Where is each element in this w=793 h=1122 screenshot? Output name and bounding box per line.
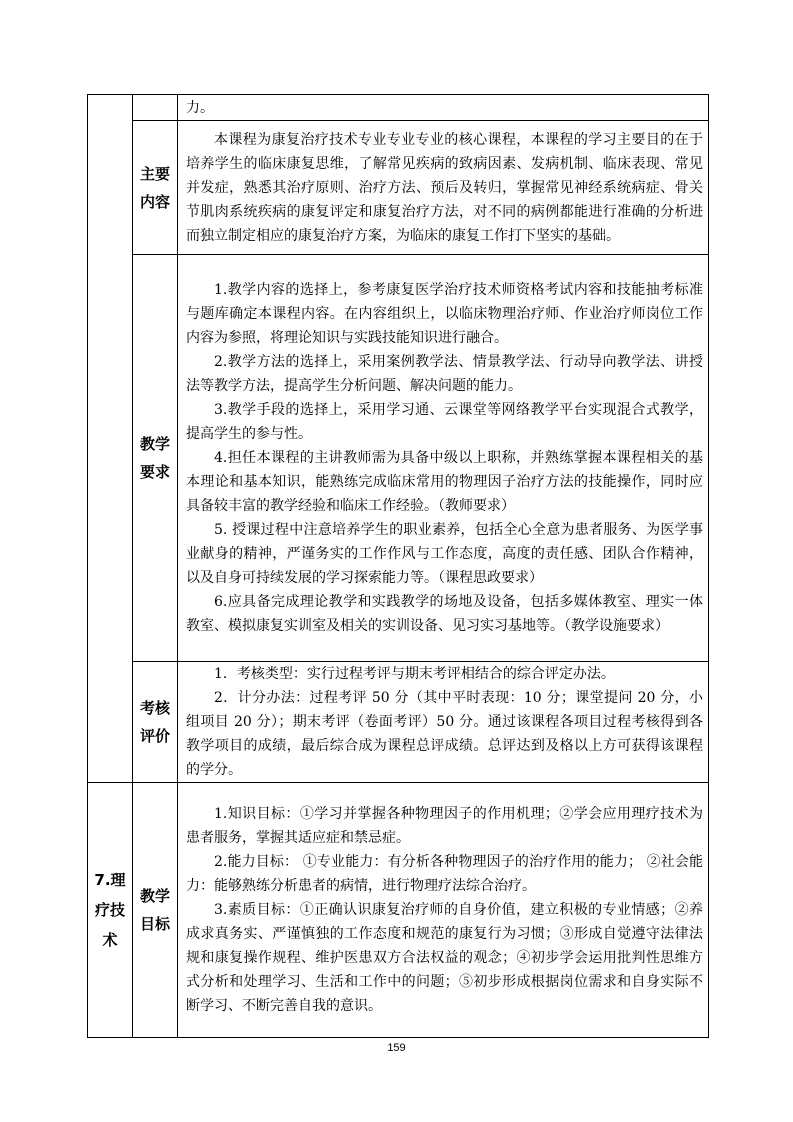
teaching-req-label: 教学 要求 bbox=[139, 435, 170, 481]
teaching-req-para-3: 3.教学手段的选择上，采用学习通、云课堂等网络教学平台实现混合式教学，提高学生的参与性。 bbox=[186, 402, 703, 442]
continuation-row bbox=[88, 95, 709, 121]
teaching-req-para-5: 5. 授课过程中注意培养学生的职业素养，包括全心全意为患者服务、为医学事业献身的精神，严谨务实的工作作风与工作态度，高度的责任感、团队合作精神，以及自身可持续发展的学习探索能力等。（课程思政要求） bbox=[186, 522, 703, 586]
assessment-label: 考核 评价 bbox=[139, 699, 170, 745]
teaching-req-text-cell bbox=[178, 255, 709, 662]
main-content-label: 主要 内容 bbox=[139, 164, 170, 211]
page-number: 159 bbox=[387, 1042, 406, 1054]
assessment-label-cell bbox=[133, 662, 178, 783]
section-7-label: 教学 目标 bbox=[139, 887, 170, 933]
section-6-title-cell bbox=[88, 95, 133, 783]
main-content-label-cell bbox=[133, 121, 178, 255]
teaching-req-para-6: 6.应具备完成理论教学和实践教学的场地及设备，包括多媒体教室、理实一体教室、模拟康复实训室及相关的实训设备、见习实习基地等。（教学设施要求） bbox=[186, 594, 703, 634]
teaching-req-row bbox=[88, 255, 709, 662]
teaching-req-label-cell bbox=[133, 255, 178, 662]
section-7-title-cell bbox=[88, 783, 133, 1038]
assessment-row bbox=[88, 662, 709, 783]
section-7-para-2: 2.能力目标： ①专业能力：有分析各种物理因子的治疗作用的能力； ②社会能力：能够熟练分析患者的病情，进行物理疗法综合治疗。 bbox=[186, 854, 703, 894]
section-7-row bbox=[88, 783, 709, 1038]
continuation-label-cell bbox=[133, 95, 178, 121]
assessment-para-1: 1．考核类型：实行过程考评与期末考评相结合的综合评定办法。 bbox=[214, 666, 615, 682]
assessment-text-cell bbox=[178, 662, 709, 783]
assessment-para-2: 2．计分办法：过程考评 50 分（其中平时表现：10 分；课堂提问 20 分，小组项目 20 分）；期末考评（卷面考评）50 分。通过该课程各项目过程考核得到各教学项目的成绩，最后综合成为课程总评成绩。总评达到及格以上方可获得该课程的学分。 bbox=[186, 690, 703, 778]
main-content-text: 本课程为康复治疗技术专业专业专业的核心课程，本课程的学习主要目的在于培养学生的临床康复思维，了解常见疾病的致病因素、发病机制、临床表现、常见并发症，熟悉其治疗原则、治疗方法、预后及转归，掌握常见神经系统病症、骨关节肌肉系统疾病的康复评定和康复治疗方法，对不同的病例都能进行准确的分析进而独立制定相应的康复治疗方案，为临床的康复工作打下坚实的基础。 bbox=[186, 131, 703, 244]
section-7-para-1: 1.知识目标：①学习并掌握各种物理因子的作用机理；②学会应用理疗技术为患者服务，掌握其适应症和禁忌症。 bbox=[186, 806, 703, 846]
section-7-para-3: 3.素质目标：①正确认识康复治疗师的自身价值，建立积极的专业情感；②养成求真务实、严谨慎独的工作态度和规范的康复行为习惯；③形成自觉遵守法律法规和康复操作规程、维护医患双方合法权益的观念；④初步学会运用批判性思维方式分析和处理学习、生活和工作中的问题；⑤初步形成根据岗位需求和自身实际不断学习、不断完善自我的意识。 bbox=[186, 902, 703, 1014]
main-content-row bbox=[88, 121, 709, 255]
main-content-text-cell bbox=[178, 121, 709, 255]
section-7-label-cell bbox=[133, 783, 178, 1038]
teaching-req-para-1: 1.教学内容的选择上，参考康复医学治疗技术师资格考试内容和技能抽考标准与题库确定本课程内容。在内容组织上，以临床物理治疗师、作业治疗师岗位工作内容为参照，将理论知识与实践技能知识进行融合。 bbox=[186, 282, 703, 346]
continuation-text-cell bbox=[178, 95, 709, 121]
section-7-title: 7.理 疗技 术 bbox=[94, 871, 126, 949]
section-7-text-cell bbox=[178, 783, 709, 1038]
course-table bbox=[87, 94, 709, 1038]
continuation-text: 力。 bbox=[186, 99, 214, 116]
teaching-req-para-4: 4.担任本课程的主讲教师需为具备中级以上职称，并熟练掌握本课程相关的基本理论和基本知识，能熟练完成临床常用的物理因子治疗方法的技能操作，同时应具备较丰富的教学经验和临床工作经验。（教师要求） bbox=[186, 450, 703, 514]
teaching-req-para-2: 2.教学方法的选择上，采用案例教学法、情景教学法、行动导向教学法、讲授法等教学方法，提高学生分析问题、解决问题的能力。 bbox=[186, 354, 703, 394]
